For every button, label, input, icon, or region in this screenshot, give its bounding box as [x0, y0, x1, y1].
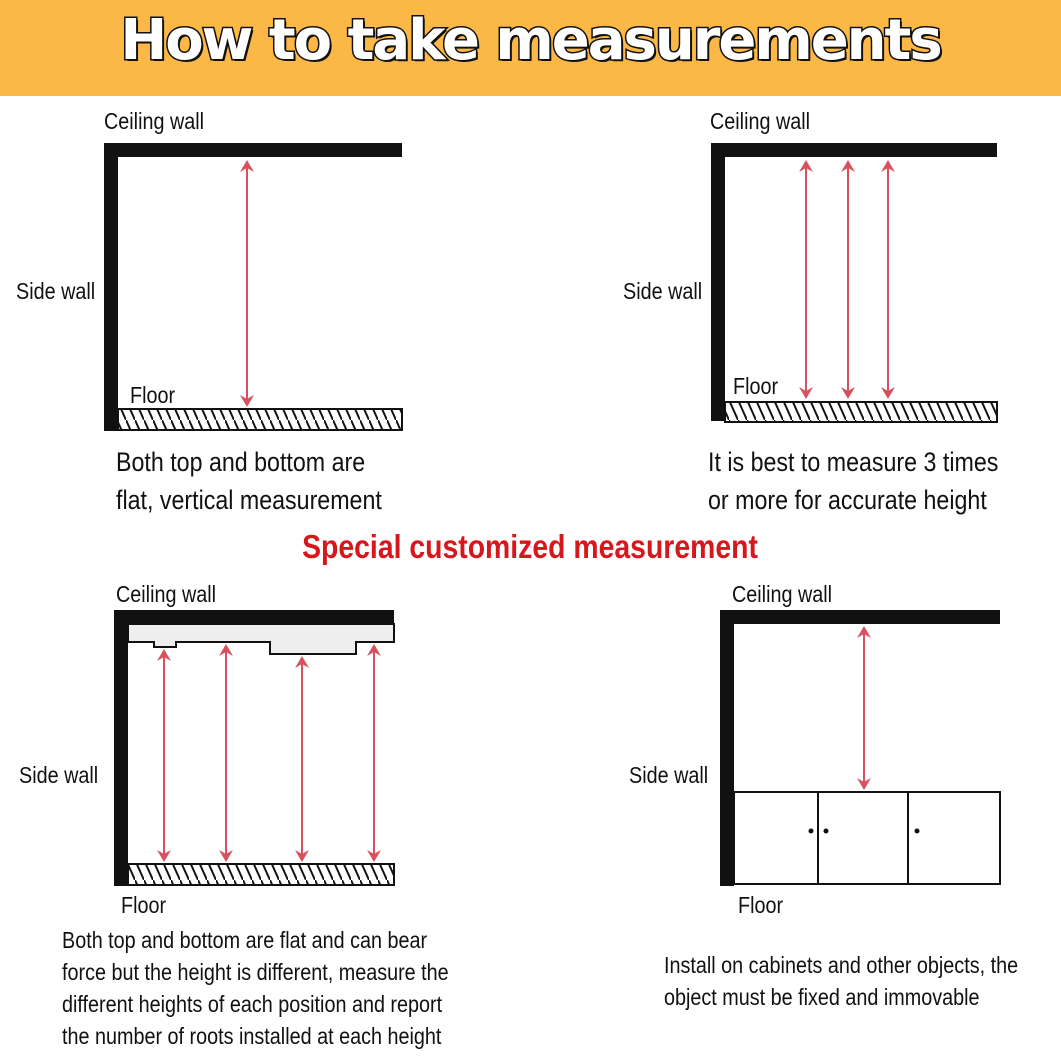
panel-3-caption-line-1: Both top and bottom are flat and can bear	[62, 927, 428, 953]
panel-3-ceiling-wall	[114, 610, 394, 624]
panel-2-floor-hatch	[725, 402, 997, 422]
panel-4-diagram	[720, 610, 1000, 886]
panel-2-caption-line-2: or more for accurate height	[708, 485, 987, 515]
panel-3-ceiling-label: Ceiling wall	[116, 581, 217, 607]
panel-3-caption-line-3: different heights of each position and report	[62, 991, 443, 1017]
panel-1-floor-label: Floor	[130, 382, 176, 408]
panel-1-side-wall	[104, 143, 118, 431]
panel-1-side-label: Side wall	[16, 278, 96, 304]
panel-4-side-wall	[720, 610, 734, 886]
panel-4-ceiling-wall	[720, 610, 1000, 624]
panel-2-ceiling-wall	[711, 143, 997, 157]
special-heading: Special customized measurement	[302, 528, 759, 565]
panel-1-caption-line-2: flat, vertical measurement	[116, 485, 382, 515]
panel-4-ceiling-label: Ceiling wall	[732, 581, 833, 607]
panel-2-side-label: Side wall	[623, 278, 703, 304]
panel-3-floor-hatch	[128, 864, 394, 885]
panel-2-caption-line-1: It is best to measure 3 times	[708, 447, 999, 477]
panel-1-caption-line-1: Both top and bottom are	[116, 447, 366, 477]
panel-1-floor-hatch	[118, 409, 402, 430]
panel-1-ceiling-wall	[104, 143, 402, 157]
panel-3-floor-label: Floor	[121, 892, 167, 918]
panel-3-uneven-ceiling	[128, 624, 394, 654]
panel-2-floor-label: Floor	[733, 373, 779, 399]
page-title: How to take measurements	[120, 8, 941, 73]
panel-3-side-wall	[114, 610, 128, 886]
panel-4-floor-label: Floor	[738, 892, 784, 918]
panel-4-caption-line-2: object must be fixed and immovable	[664, 984, 980, 1010]
panel-2-side-wall	[711, 143, 725, 421]
panel-4-cabinet	[734, 792, 1000, 884]
panel-3-side-label: Side wall	[19, 762, 99, 788]
panel-3-caption-line-4: the number of roots installed at each height	[62, 1023, 442, 1049]
panel-3-diagram	[114, 610, 394, 886]
panel-4-knob-2	[824, 829, 829, 834]
panel-4-knob-1	[809, 829, 814, 834]
panel-1-ceiling-label: Ceiling wall	[104, 108, 205, 134]
panel-2-ceiling-label: Ceiling wall	[710, 108, 811, 134]
panel-4-side-label: Side wall	[629, 762, 709, 788]
panel-3-caption-line-2: force but the height is different, measure the	[62, 959, 449, 985]
panel-4-knob-3	[915, 829, 920, 834]
panel-4-caption-line-1: Install on cabinets and other objects, the	[664, 952, 1019, 978]
